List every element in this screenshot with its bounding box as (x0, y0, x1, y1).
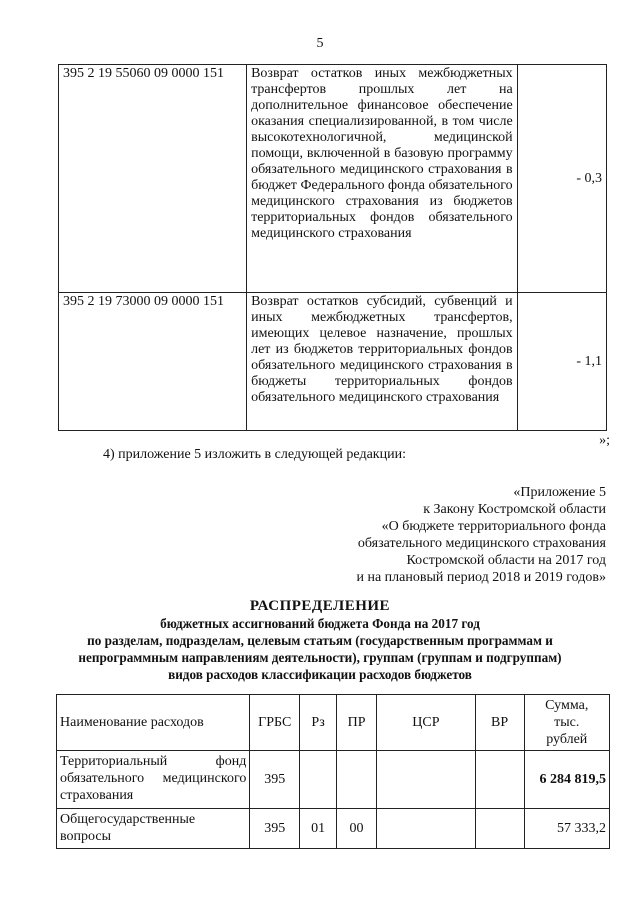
description-cell: Возврат остатков иных межбюджетных трансфертов прошлых лет на дополнительное финансовое обеспечение оказания специализированной, в том числе высокотехнологичной, медицинской помощи, включенной в базовую программу обязательного медицинского страхования в бюджет Федерального фонда обязательного медицинского страхования из бюджетов территориальных фондов обязательного медицинского страхования (247, 65, 518, 293)
header-csr: ЦСР (377, 695, 476, 751)
header-pr: ПР (337, 695, 377, 751)
sum-cell: 57 333,2 (524, 809, 609, 849)
table-row (59, 65, 607, 293)
title-line: по разделам, подразделам, целевым статьям (государственным программам и (87, 633, 553, 648)
table-row (57, 751, 610, 809)
header-sum-line: Сумма, (545, 698, 589, 713)
table-header-row (57, 695, 610, 751)
title-line: непрограммным направлениям деятельности), группам (группам и подгруппам) (78, 650, 562, 665)
amount-cell: - 1,1 (517, 293, 606, 431)
csr-cell (377, 751, 476, 809)
document-title (0, 598, 640, 683)
page-number: 5 (316, 36, 324, 51)
csr-cell (377, 809, 476, 849)
title-main: РАСПРЕДЕЛЕНИЕ (249, 598, 391, 614)
grbs-cell: 395 (250, 809, 300, 849)
header-vr: ВР (475, 695, 524, 751)
rz-cell: 01 (300, 809, 337, 849)
table-row (59, 293, 607, 431)
title-line: бюджетных ассигнований бюджета Фонда на 2017 год (160, 616, 480, 631)
header-sum (524, 695, 609, 751)
table-row (57, 809, 610, 849)
closing-quote: »; (599, 433, 610, 448)
amount-cell: - 0,3 (517, 65, 606, 293)
budget-code-cell: 395 2 19 73000 09 0000 151 (59, 293, 247, 431)
appendix-header (356, 484, 606, 586)
appendix-line: и на плановый период 2018 и 2019 годов» (356, 570, 606, 585)
header-name: Наименование расходов (57, 695, 250, 751)
title-line: видов расходов классификации расходов бюджетов (168, 667, 472, 682)
header-rz: Рз (300, 695, 337, 751)
revenue-return-table (58, 64, 607, 431)
appendix-line: «О бюджете территориального фонда (381, 519, 606, 534)
appendix-line: «Приложение 5 (513, 485, 606, 500)
rz-cell (300, 751, 337, 809)
amendment-text: 4) приложение 5 изложить в следующей редакции: (103, 447, 406, 462)
description-cell: Возврат остатков субсидий, субвенций и иных межбюджетных трансфертов, имеющих целевое назначение, прошлых лет из бюджетов территориальных фондов обязательного медицинского страхования в бюджеты территориальных фондов обязательного медицинского страхования (247, 293, 518, 431)
appendix-line: обязательного медицинского страхования (357, 536, 606, 551)
appendix-line: к Закону Костромской области (423, 502, 606, 517)
vr-cell (475, 751, 524, 809)
budget-code-cell: 395 2 19 55060 09 0000 151 (59, 65, 247, 293)
expense-distribution-table (56, 694, 610, 849)
header-sum-line: тыс. (554, 715, 580, 730)
vr-cell (475, 809, 524, 849)
expense-name-cell: Общегосударственные вопросы (57, 809, 250, 849)
appendix-line: Костромской области на 2017 год (406, 553, 606, 568)
sum-cell: 6 284 819,5 (524, 751, 609, 809)
pr-cell (337, 751, 377, 809)
header-grbs: ГРБС (250, 695, 300, 751)
grbs-cell: 395 (250, 751, 300, 809)
header-sum-line: рублей (546, 732, 588, 747)
pr-cell: 00 (337, 809, 377, 849)
expense-name-cell: Территориальный фонд обязательного медицинского страхования (57, 751, 250, 809)
